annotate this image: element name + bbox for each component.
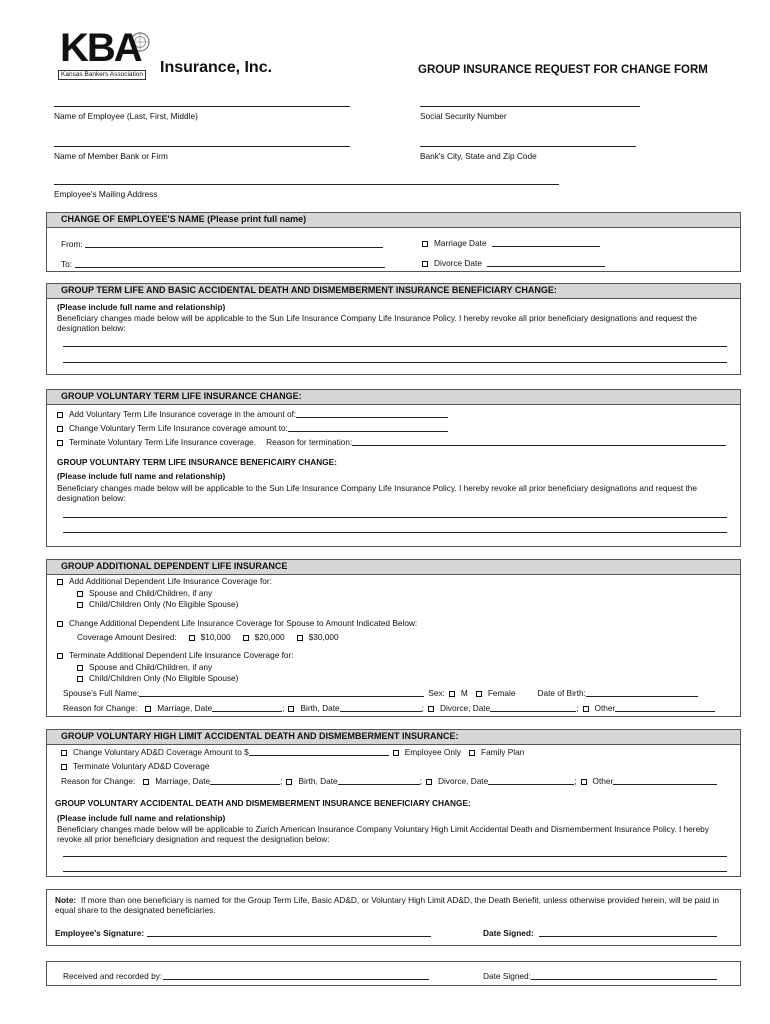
hl-beneficiary-line-2[interactable] bbox=[63, 871, 727, 872]
vt-add-checkbox[interactable] bbox=[57, 412, 63, 418]
logo-text: KBA bbox=[60, 26, 141, 70]
dep-birth-label: Birth, Date bbox=[300, 703, 340, 713]
date-signed-label: Date Signed: bbox=[483, 928, 534, 938]
dep-terminate-option[interactable] bbox=[57, 650, 294, 660]
note-label: Note: bbox=[55, 895, 77, 905]
term-life-note: (Please include full name and relationship) bbox=[57, 302, 226, 312]
dep-other-checkbox[interactable] bbox=[583, 706, 589, 712]
spouse-name-field[interactable] bbox=[139, 688, 424, 697]
dep-add-option[interactable] bbox=[57, 576, 272, 586]
dep-spouse-child2-option[interactable] bbox=[77, 662, 212, 672]
hl-other-label: Other bbox=[592, 776, 614, 786]
date-signed2-field[interactable] bbox=[531, 979, 717, 980]
hl-employee-only-label: Employee Only bbox=[404, 747, 461, 757]
vt-change-checkbox[interactable] bbox=[57, 426, 63, 432]
high-limit-header: GROUP VOLUNTARY HIGH LIMIT ACCIDENTAL DEATH AND DISMEMBERMENT INSURANCE: bbox=[47, 730, 740, 745]
sex-m-label: M bbox=[460, 688, 468, 698]
term-life-beneficiary-line-2[interactable] bbox=[63, 362, 727, 363]
ssn-label: Social Security Number bbox=[420, 111, 507, 121]
hl-terminate-checkbox[interactable] bbox=[61, 764, 67, 770]
dep-add-checkbox[interactable] bbox=[57, 579, 63, 585]
hl-beneficiary-note: (Please include full name and relationship) bbox=[57, 813, 226, 823]
to-label: To: bbox=[61, 259, 73, 269]
hl-terminate-option[interactable] bbox=[61, 761, 210, 771]
hl-change-checkbox[interactable] bbox=[61, 750, 67, 756]
hl-marriage-checkbox[interactable] bbox=[143, 779, 149, 785]
dep-child-only2-label: Child/Children Only (No Eligible Spouse) bbox=[89, 673, 239, 683]
to-field[interactable] bbox=[75, 267, 385, 268]
vt-terminate-label: Terminate Voluntary Term Life Insurance coverage. bbox=[69, 437, 257, 447]
marriage-date-label: Marriage Date bbox=[434, 238, 487, 248]
divorce-date-checkbox[interactable] bbox=[422, 261, 428, 267]
mailing-address-label: Employee's Mailing Address bbox=[54, 189, 158, 199]
hl-family-plan-label: Family Plan bbox=[481, 747, 525, 757]
vt-change-option[interactable] bbox=[57, 423, 448, 433]
from-field[interactable] bbox=[85, 247, 383, 248]
dep-spouse-child-option[interactable] bbox=[77, 588, 212, 598]
hl-change-label: Change Voluntary AD&D Coverage Amount to $ bbox=[73, 747, 249, 757]
company-name: Insurance, Inc. bbox=[160, 59, 273, 76]
amt-20000-checkbox[interactable] bbox=[243, 635, 249, 641]
dep-other-label: Other bbox=[594, 703, 616, 713]
vt-terminate-checkbox[interactable] bbox=[57, 440, 63, 446]
marriage-date-option[interactable] bbox=[422, 238, 487, 248]
hl-other-checkbox[interactable] bbox=[581, 779, 587, 785]
hl-beneficiary-line-1[interactable] bbox=[63, 856, 727, 857]
member-bank-line[interactable] bbox=[54, 146, 350, 147]
dep-add-label: Add Additional Dependent Life Insurance Coverage for: bbox=[69, 576, 272, 586]
dep-birth-checkbox[interactable] bbox=[288, 706, 294, 712]
dep-other-field[interactable] bbox=[615, 703, 715, 712]
bank-city-label: Bank's City, State and Zip Code bbox=[420, 151, 537, 161]
vt-beneficiary-header: GROUP VOLUNTARY TERM LIFE INSURANCE BENEFICAIRY CHANGE: bbox=[57, 457, 337, 467]
divorce-date-label: Divorce Date bbox=[434, 258, 482, 268]
dep-divorce-field[interactable] bbox=[490, 703, 576, 712]
dep-change-label: Change Additional Dependent Life Insurance Coverage for Spouse to Amount Indicated Below: bbox=[69, 618, 418, 628]
hl-divorce-label: Divorce, Date bbox=[437, 776, 489, 786]
signature-section bbox=[46, 889, 741, 946]
voluntary-term-section bbox=[46, 389, 741, 547]
bank-city-line[interactable] bbox=[420, 146, 636, 147]
dep-divorce-checkbox[interactable] bbox=[428, 706, 434, 712]
divorce-date-option[interactable] bbox=[422, 258, 482, 268]
hl-change-option[interactable] bbox=[61, 747, 524, 757]
vt-beneficiary-line-2[interactable] bbox=[63, 532, 727, 533]
hl-birth-label: Birth, Date bbox=[298, 776, 338, 786]
dep-child-only-label: Child/Children Only (No Eligible Spouse) bbox=[89, 599, 239, 609]
hl-marriage-field[interactable] bbox=[210, 776, 280, 785]
dob-field[interactable] bbox=[586, 688, 698, 697]
employee-signature-field[interactable] bbox=[147, 936, 431, 937]
vt-reason-field[interactable] bbox=[352, 437, 726, 446]
hl-employee-only-checkbox[interactable] bbox=[393, 750, 399, 756]
member-bank-label: Name of Member Bank or Firm bbox=[54, 151, 168, 161]
vt-change-label: Change Voluntary Term Life Insurance coverage amount to: bbox=[69, 423, 288, 433]
employee-name-label: Name of Employee (Last, First, Middle) bbox=[54, 111, 198, 121]
date-signed2-label: Date Signed: bbox=[483, 971, 531, 981]
dep-child-only-checkbox[interactable] bbox=[77, 602, 83, 608]
hl-birth-checkbox[interactable] bbox=[286, 779, 292, 785]
footer-note bbox=[55, 895, 735, 915]
divorce-date-field[interactable] bbox=[487, 266, 605, 267]
ssn-line[interactable] bbox=[420, 106, 640, 107]
term-life-header: GROUP TERM LIFE AND BASIC ACCIDENTAL DEATH AND DISMEMBERMENT INSURANCE BENEFICIARY CHANGE: bbox=[47, 284, 740, 299]
term-life-text: Beneficiary changes made below will be applicable to the Sun Life Insurance Company Life Insurance Policy. I hereby revoke all prior beneficiary designations and request the designation below: bbox=[57, 313, 697, 333]
dep-spouse-child2-checkbox[interactable] bbox=[77, 665, 83, 671]
hl-birth-field[interactable] bbox=[338, 776, 420, 785]
received-field[interactable] bbox=[163, 979, 429, 980]
dep-change-option[interactable] bbox=[57, 618, 417, 628]
vt-reason-label: Reason for termination: bbox=[266, 437, 353, 447]
dep-divorce-label: Divorce, Date bbox=[439, 703, 491, 713]
vt-beneficiary-text: Beneficiary changes made below will be applicable to the Sun Life Insurance Company Life Insurance Policy. I hereby revoke all prior beneficiary designations and request the designation below: bbox=[57, 483, 697, 503]
employee-signature-label: Employee's Signature: bbox=[55, 928, 145, 938]
term-life-section bbox=[46, 283, 741, 375]
dep-child-only2-option[interactable] bbox=[77, 673, 238, 683]
hl-divorce-checkbox[interactable] bbox=[426, 779, 432, 785]
hl-other-field[interactable] bbox=[613, 776, 717, 785]
employee-name-line[interactable] bbox=[54, 106, 350, 107]
vt-add-field[interactable] bbox=[296, 409, 448, 418]
note-text: If more than one beneficiary is named for the Group Term Life, Basic AD&D, or Voluntary High Limit AD&D, the Death Benefit, unless otherwise provided herein, will be paid in equal share to the designated beneficiaries. bbox=[55, 895, 719, 915]
hl-beneficiary-text: Beneficiary changes made below will be applicable to Zurich American Insurance Company Voluntary High Limit Accidental Death and Dismemberment Insurance Policy. I hereby revoke all prior beneficiary designation and request the designation below: bbox=[57, 824, 709, 844]
dep-marriage-checkbox[interactable] bbox=[145, 706, 151, 712]
dep-child-only2-checkbox[interactable] bbox=[77, 676, 83, 682]
vt-beneficiary-note: (Please include full name and relationship) bbox=[57, 471, 226, 481]
term-life-beneficiary-line-1[interactable] bbox=[63, 346, 727, 347]
hl-beneficiary-header: GROUP VOLUNTARY ACCIDENTAL DEATH AND DISMEMBERMENT INSURANCE BENEFICIARY CHANGE: bbox=[55, 798, 471, 808]
dep-spouse-child-label: Spouse and Child/Children, if any bbox=[89, 588, 213, 598]
kba-logo bbox=[58, 26, 154, 82]
dep-marriage-field[interactable] bbox=[212, 703, 282, 712]
logo-subtext: Kansas Bankers Association bbox=[58, 70, 146, 80]
hl-family-plan-checkbox[interactable] bbox=[469, 750, 475, 756]
received-section bbox=[46, 961, 741, 986]
hl-amount-field[interactable] bbox=[249, 747, 389, 756]
sex-m-checkbox[interactable] bbox=[449, 691, 455, 697]
sex-female-checkbox[interactable] bbox=[476, 691, 482, 697]
amt-10000-checkbox[interactable] bbox=[189, 635, 195, 641]
amt-20000-label: $20,000 bbox=[254, 632, 285, 642]
form-title: GROUP INSURANCE REQUEST FOR CHANGE FORM bbox=[418, 64, 708, 76]
dep-marriage-label: Marriage, Date bbox=[157, 703, 213, 713]
dep-spouse-child2-label: Spouse and Child/Children, if any bbox=[89, 662, 213, 672]
coverage-desired-label: Coverage Amount Desired: bbox=[77, 632, 177, 642]
vt-beneficiary-line-1[interactable] bbox=[63, 517, 727, 518]
dep-change-checkbox[interactable] bbox=[57, 621, 63, 627]
dep-reason-label: Reason for Change: bbox=[63, 703, 138, 713]
dep-spouse-child-checkbox[interactable] bbox=[77, 591, 83, 597]
dep-child-only-option[interactable] bbox=[77, 599, 238, 609]
name-change-header: CHANGE OF EMPLOYEE'S NAME (Please print full name) bbox=[47, 213, 740, 228]
mailing-address-line[interactable] bbox=[54, 184, 559, 185]
vt-add-option[interactable] bbox=[57, 409, 448, 419]
marriage-date-checkbox[interactable] bbox=[422, 241, 428, 247]
received-label: Received and recorded by: bbox=[63, 971, 163, 981]
sex-female-label: Female bbox=[487, 688, 516, 698]
hl-divorce-field[interactable] bbox=[488, 776, 574, 785]
dep-spouse-row bbox=[63, 688, 698, 698]
dependent-section bbox=[46, 559, 741, 717]
dep-terminate-checkbox[interactable] bbox=[57, 653, 63, 659]
amt-10000-label: $10,000 bbox=[200, 632, 231, 642]
voluntary-term-header: GROUP VOLUNTARY TERM LIFE INSURANCE CHANGE: bbox=[47, 390, 740, 405]
dep-birth-field[interactable] bbox=[340, 703, 422, 712]
dependent-header: GROUP ADDITIONAL DEPENDENT LIFE INSURANCE bbox=[47, 560, 740, 575]
vt-change-field[interactable] bbox=[288, 423, 448, 432]
amt-30000-checkbox[interactable] bbox=[297, 635, 303, 641]
dep-reason-row: Reason for Change: Marriage, Date ; Birth, Date ; Divorce, Date ; Other bbox=[63, 703, 715, 713]
hl-reason-label: Reason for Change: bbox=[61, 776, 136, 786]
sex-label: Sex: bbox=[428, 688, 445, 698]
dob-label: Date of Birth: bbox=[537, 688, 586, 698]
hl-marriage-label: Marriage, Date bbox=[155, 776, 211, 786]
amt-30000-label: $30,000 bbox=[308, 632, 339, 642]
date-signed-field[interactable] bbox=[539, 936, 717, 937]
hl-reason-row: Reason for Change: Marriage, Date ; Birth, Date ; Divorce, Date ; Other bbox=[61, 776, 717, 786]
from-label: From: bbox=[61, 239, 83, 249]
dep-terminate-label: Terminate Additional Dependent Life Insurance Coverage for: bbox=[69, 650, 294, 660]
high-limit-section bbox=[46, 729, 741, 877]
hl-terminate-label: Terminate Voluntary AD&D Coverage bbox=[73, 761, 210, 771]
dep-coverage-row bbox=[77, 632, 339, 642]
vt-add-label: Add Voluntary Term Life Insurance coverage in the amount of: bbox=[69, 409, 297, 419]
name-change-section bbox=[46, 212, 741, 272]
spouse-name-label: Spouse's Full Name: bbox=[63, 688, 140, 698]
marriage-date-field[interactable] bbox=[492, 246, 600, 247]
vt-terminate-option[interactable] bbox=[57, 437, 726, 447]
